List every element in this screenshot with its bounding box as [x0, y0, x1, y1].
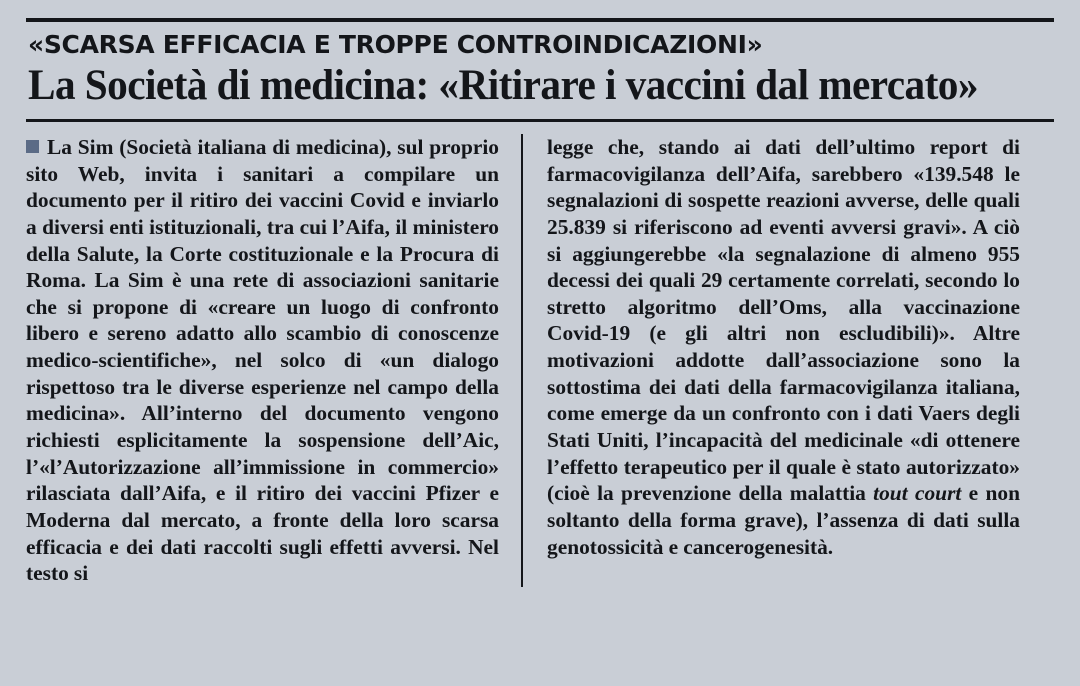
headline-rule [26, 119, 1054, 122]
column-right [523, 134, 1020, 560]
top-rule [26, 18, 1054, 22]
column-right-text [547, 134, 1020, 560]
article-columns [26, 134, 1054, 587]
article-kicker: «SCARSA EFFICACIA E TROPPE CONTROINDICAZIONI» [28, 30, 763, 59]
article-headline: La Società di medicina: «Ritirare i vaccini dal mercato» [28, 62, 978, 110]
column-left-body: La Sim (Società italiana di medicina), sul proprio sito Web, invita i sanitari a compilare un documento per il ritiro dei vaccini Covid e inviarlo a diversi enti istituzionali, tra cui l’Aifa, il ministero della Salute, la Corte costituzionale e la Procura di Roma. La Sim è una rete di associazioni sanitarie che si propone di «creare un luogo di confronto libero e sereno adatto allo scambio di conoscenze medico-scientifiche», nel solco di «un dialogo rispettoso tra le diverse esperienze nel campo della medicina». All’interno del documento vengono richiesti esplicitamente la sospensione dell’Aic, l’«l’Autorizzazione all’immissione in commercio» rilasciata dall’Aifa, e il ritiro dei vaccini Pfizer e Moderna dal mercato, a fronte della loro scarsa efficacia e dei dati raccolti sugli effetti avversi. Nel testo si [26, 134, 499, 586]
column-right-body-part1: legge che, stando ai dati dell’ultimo report di farmacovigilanza dell’Aifa, sarebbero «139.548 le segnalazioni di sospette reazioni avverse, delle quali 25.839 si riferiscono ad eventi avversi gravi». A ciò si aggiungerebbe «la segnalazione di almeno 955 decessi dei quali 29 certamente correlati, secondo lo stretto algoritmo dell’Oms, alla vaccinazione Covid-19 (e gli altri non escludibili)». Altre motivazioni addotte dall’associazione sono la sottostima dei dati della farmacovigilanza italiana, come emerge da un confronto con i dati Vaers degli Stati Uniti, l’incapacità del medicinale «di ottenere l’effetto terapeutico per il quale è stato autorizzato» (cioè la prevenzione della malattia [547, 134, 1020, 506]
column-right-italic-phrase: tout court [873, 481, 962, 506]
column-right-body-part2: e non soltanto della forma grave), l’assenza di dati sulla genotossicità e cancerogenesità. [547, 481, 1020, 559]
column-left [26, 134, 523, 587]
column-left-text [26, 134, 499, 587]
square-bullet-icon [26, 140, 39, 153]
